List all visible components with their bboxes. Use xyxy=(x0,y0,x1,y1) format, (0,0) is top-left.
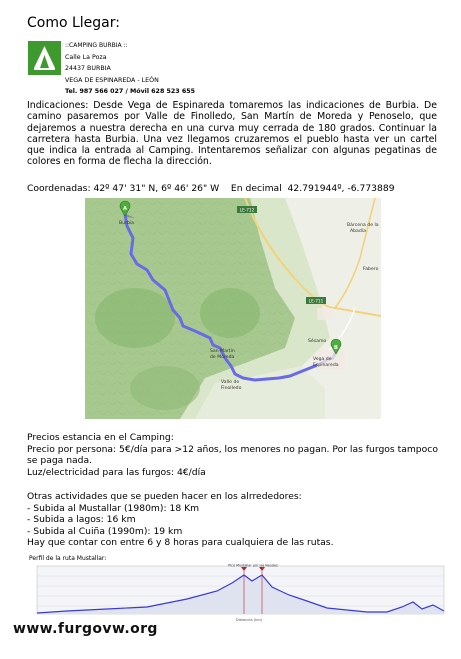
coordinates-line: Coordenadas: 42º 47' 31" N, 6º 46' 26" W En decimal 42.791944º, -6.773889 xyxy=(27,183,395,194)
map-label-barcena-1: Bárcena de la xyxy=(347,223,379,228)
profile-x-label: Distancia (km) xyxy=(235,618,263,622)
prices-section xyxy=(27,432,442,478)
map-label-barcena-2: Abadía xyxy=(350,229,366,234)
activity-item: - Subida a lagos: 16 km xyxy=(27,514,136,525)
svg-text:B: B xyxy=(334,345,338,351)
camping-tent-logo-icon xyxy=(28,41,61,75)
page-heading: Como Llegar: xyxy=(27,15,120,31)
directions-paragraph: Indicaciones: Desde Vega de Espinareda tomaremos las indicaciones de Burbia. De camino pasaremos por Valle de Finolledo, San Martín de Moreda y Penoselo, que dejaremos a nuestra derecha en una curva muy cerrada de 180 grados. Continuar la carretera hasta Burbia. Una vez llegamos cruzaremos el pueblo hasta ver un cartel que indica la entrada al Camping. Intentaremos señalizar con algunas pegatinas de colores en forma de flecha la dirección. xyxy=(27,100,437,168)
activities-section xyxy=(27,491,334,549)
activity-item: - Subida al Mustallar (1980m): 18 Km xyxy=(27,502,200,514)
profile-peak-label: Pico Mustallar por las Reodas xyxy=(228,563,278,568)
site-watermark: www.furgovw.org xyxy=(13,621,158,637)
camping-postal: 24437 BURBIA xyxy=(65,65,111,72)
prices-title: Precios estancia en el Camping: xyxy=(27,432,174,443)
map-label-sesamo: Sésamo xyxy=(308,339,327,344)
activities-title: Otras actividades que se pueden hacer en los alrrededores: xyxy=(27,491,302,502)
camping-town: VEGA DE ESPINAREDA - LEÓN xyxy=(65,76,159,84)
camping-phone: Tel. 987 566 027 / Móvil 628 523 655 xyxy=(65,88,195,95)
map-label-burbia: Burbia xyxy=(119,221,134,226)
route-map[interactable] xyxy=(85,198,381,419)
profile-title: Perfil de la ruta Mustallar: xyxy=(29,555,107,562)
prices-per-person: Precio por persona: 5€/día para >12 años, los menores no pagan. Por las furgos tampoco se paga nada. xyxy=(27,443,438,466)
map-road-label-2: LE-711 xyxy=(308,298,324,304)
map-label-valle-1: Valle de xyxy=(221,380,240,385)
camping-street: Calle La Poza xyxy=(65,53,107,61)
activities-note: Hay que contar con entre 6 y 8 horas para cualquiera de las rutas. xyxy=(27,537,334,548)
map-label-valle-2: Finolledo xyxy=(221,386,242,391)
prices-electricity: Luz/electricidad para las furgos: 4€/día xyxy=(27,466,206,478)
map-label-san-martin-1: San Martín xyxy=(210,349,235,354)
map-label-vega-1: Vega de xyxy=(313,357,332,362)
activity-item: - Subida al Cuiña (1990m): 19 km xyxy=(27,525,183,537)
svg-text:A: A xyxy=(122,206,128,212)
map-label-san-martin-2: de Moreda xyxy=(210,355,235,360)
map-label-fabero: Fabero xyxy=(363,267,379,272)
camping-contact xyxy=(65,40,195,98)
map-road-label-1: LE-712 xyxy=(239,207,255,213)
camping-name: ::CAMPING BURBIA :: xyxy=(65,42,128,49)
map-label-vega-2: Espinareda xyxy=(313,363,339,368)
elevation-profile xyxy=(27,555,447,625)
